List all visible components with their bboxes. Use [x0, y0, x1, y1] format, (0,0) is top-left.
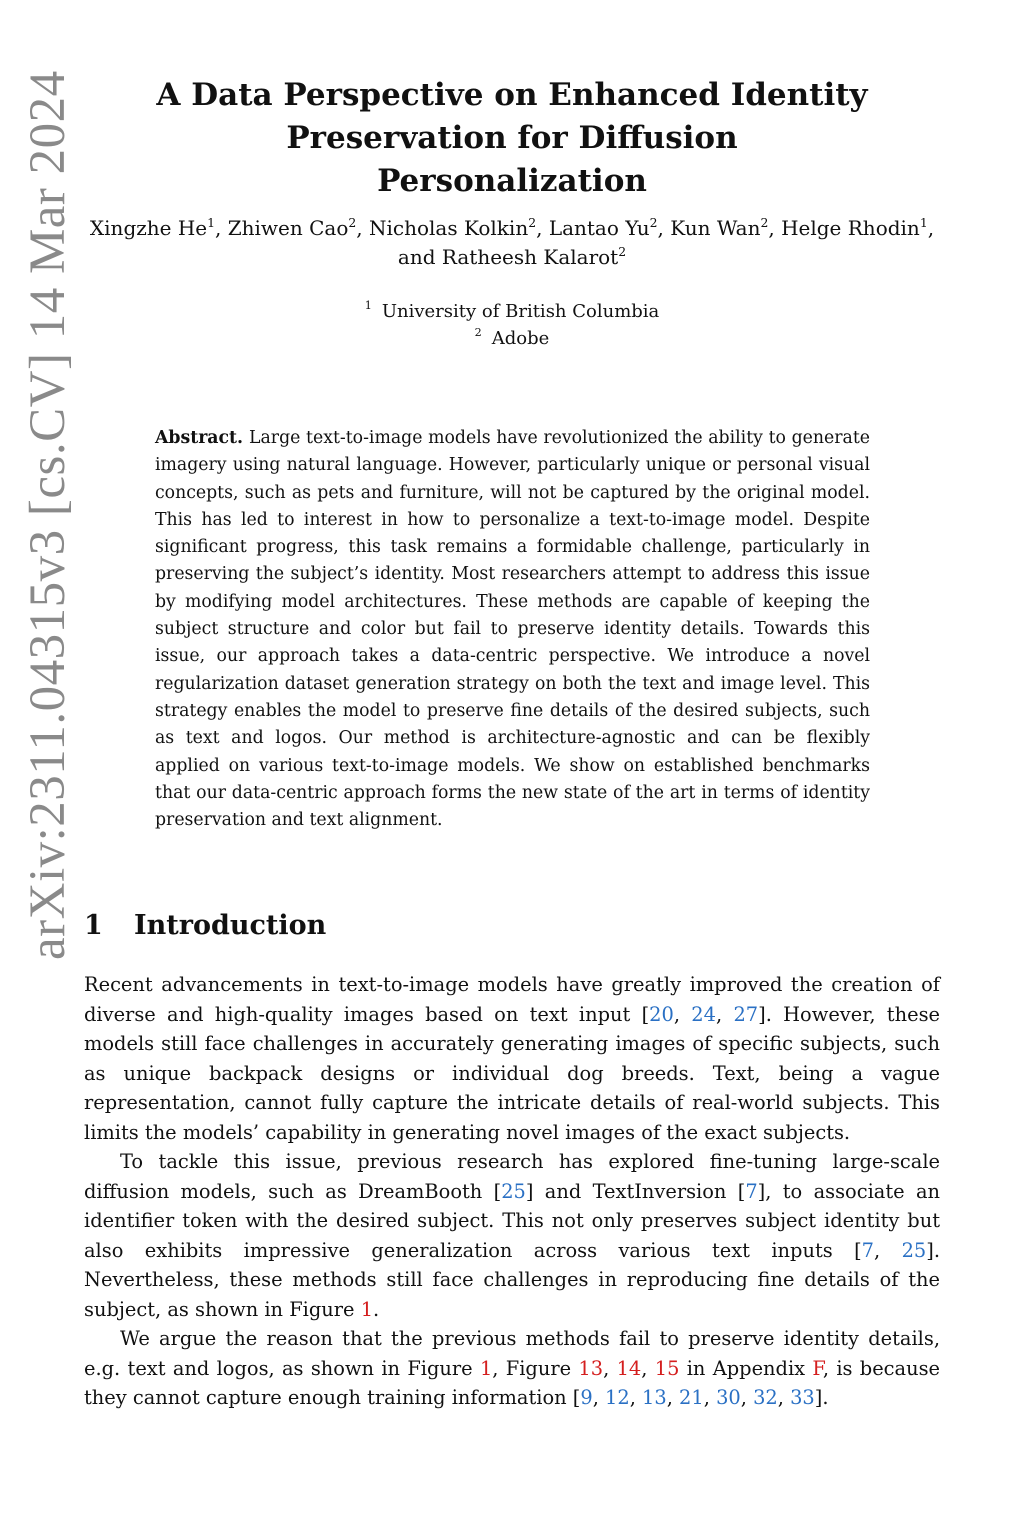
author-name: Zhiwen Cao — [227, 216, 349, 240]
text-segment: . — [373, 1297, 380, 1321]
citation-link[interactable]: 30 — [716, 1386, 741, 1409]
author-affiliation-mark: 1 — [919, 214, 928, 230]
affiliation-name: University of British Columbia — [381, 301, 660, 322]
author-name: Lantao Yu — [548, 216, 650, 240]
paragraph — [84, 970, 940, 1147]
author-name: Xingzhe He — [89, 216, 208, 240]
citation-link[interactable]: 27 — [733, 1002, 759, 1026]
author-list — [84, 214, 940, 272]
text-segment: ] and TextInversion [ — [525, 1179, 746, 1203]
text-segment: in Appendix — [679, 1356, 813, 1380]
figure-reference-link[interactable]: 14 — [616, 1356, 642, 1380]
text-segment: ]. However, these models still face challenges in accurately generating images of specific subjects, such as unique backpack designs or individual dog breeds. Text, being a vague representation, cannot fully capture the intricate details of real-world subjects. This limits the models’ capability in generating novel images of the exact subjects. — [84, 1002, 940, 1144]
title-line-1: A Data Perspective on Enhanced Identity — [156, 77, 868, 113]
text-segment: , — [666, 1386, 680, 1409]
abstract-label: Abstract. — [155, 428, 244, 448]
figure-reference-link[interactable]: 15 — [654, 1356, 680, 1380]
text-segment: , — [740, 1386, 754, 1409]
citation-link[interactable]: 20 — [649, 1002, 674, 1026]
text-segment: To tackle this issue, previous research has explored fine-tuning large-scale diffusion models, such as DreamBooth [ — [84, 1150, 940, 1203]
author-separator: , — [657, 216, 671, 240]
body-text — [84, 970, 940, 1413]
text-segment: , — [673, 1002, 692, 1026]
affiliation — [84, 325, 940, 352]
affiliation-number: 1 — [364, 299, 372, 313]
figure-reference-link[interactable]: F — [812, 1356, 823, 1380]
text-segment: , Figure — [492, 1356, 579, 1380]
section-title: Introduction — [134, 910, 327, 941]
citation-link[interactable]: 25 — [501, 1179, 526, 1203]
text-segment: , — [703, 1386, 717, 1409]
arxiv-identifier: arXiv:2311.04315v3 [cs.CV] 14 Mar 2024 — [20, 70, 76, 960]
author-affiliation-mark: 2 — [649, 214, 658, 230]
author-name: Kun Wan — [670, 216, 761, 240]
text-segment: , — [592, 1386, 606, 1409]
affiliation-list — [84, 298, 940, 352]
text-segment: ]. Nevertheless, these methods still face challenges in reproducing fine details of the subject, as shown in Figure — [84, 1238, 941, 1321]
text-segment: , is because they cannot capture enough training information [ — [84, 1356, 941, 1409]
affiliation-number: 2 — [474, 326, 482, 340]
paragraph — [84, 1147, 940, 1324]
figure-reference-link[interactable]: 13 — [578, 1356, 604, 1380]
author-name: Ratheesh Kalarot — [441, 245, 619, 269]
text-segment: Recent advancements in text-to-image models have greatly improved the creation of diverse and high-quality images based on text input [ — [84, 973, 940, 1026]
citation-link[interactable]: 13 — [642, 1386, 667, 1409]
author-separator: , — [768, 216, 782, 240]
citation-link[interactable]: 25 — [901, 1238, 927, 1262]
affiliation-name: Adobe — [491, 328, 550, 349]
paragraph — [84, 1324, 940, 1413]
text-segment: , — [715, 1002, 734, 1026]
text-segment: , — [629, 1386, 643, 1409]
affiliation — [84, 298, 940, 325]
author-affiliation-mark: 2 — [528, 214, 537, 230]
text-segment: We argue the reason that the previous methods fail to preserve identity details, e.g. text and logos, as shown in Figure — [84, 1327, 940, 1380]
author-affiliation-mark: 2 — [618, 243, 627, 259]
text-segment: , — [641, 1356, 655, 1380]
citation-link[interactable]: 12 — [605, 1386, 630, 1409]
text-segment: , — [603, 1356, 617, 1380]
figure-reference-link[interactable]: 1 — [360, 1297, 374, 1321]
author-affiliation-mark: 2 — [348, 214, 357, 230]
citation-link[interactable]: 21 — [679, 1386, 704, 1409]
author-affiliation-mark: 1 — [207, 214, 216, 230]
section-heading — [84, 904, 326, 948]
abstract — [155, 425, 870, 834]
text-segment: , — [874, 1238, 902, 1262]
citation-link[interactable]: 9 — [580, 1386, 593, 1409]
author-name: Helge Rhodin — [781, 216, 920, 240]
citation-link[interactable]: 7 — [861, 1238, 875, 1262]
author-separator: , — [356, 216, 369, 240]
text-segment: ]. — [814, 1386, 829, 1409]
author-name: Nicholas Kolkin — [369, 216, 529, 240]
citation-link[interactable]: 33 — [790, 1386, 815, 1409]
author-affiliation-mark: 2 — [760, 214, 769, 230]
citation-link[interactable]: 32 — [753, 1386, 778, 1409]
section-number: 1 — [84, 910, 103, 941]
author-separator: , and — [397, 216, 935, 269]
figure-reference-link[interactable]: 1 — [479, 1356, 493, 1380]
citation-link[interactable]: 7 — [745, 1179, 758, 1203]
author-separator: , — [215, 216, 228, 240]
paper-title — [150, 74, 874, 203]
text-segment: , — [777, 1386, 791, 1409]
citation-link[interactable]: 24 — [691, 1002, 716, 1026]
title-line-2: Preservation for Diffusion Personalization — [286, 120, 738, 199]
text-segment: ], to associate an identifier token with the desired subject. This not only preserves subject identity but also exhibits impressive generalization across various text inputs [ — [84, 1179, 940, 1262]
author-separator: , — [536, 216, 549, 240]
abstract-text: Large text-to-image models have revolutionized the ability to generate imagery using natural language. However, particularly unique or personal visual concepts, such as pets and furniture, will not be captured by the original model. This has led to interest in how to personalize a text-to-image model. Despite significant progress, this task remains a formidable challenge, particularly in preserving the subject’s identity. Most researchers attempt to address this issue by modifying model architectures. These methods are capable of keeping the subject structure and color but fail to preserve identity details. Towards this issue, our approach takes a data-centric perspective. We introduce a novel regularization dataset generation strategy on both the text and image level. This strategy enables the model to preserve fine details of the desired subjects, such as text and logos. Our method is architecture-agnostic and can be flexibly applied on various text-to-image models. We show on established benchmarks that our data-centric approach forms the new state of the art in terms of identity preservation and text alignment. — [155, 428, 870, 831]
